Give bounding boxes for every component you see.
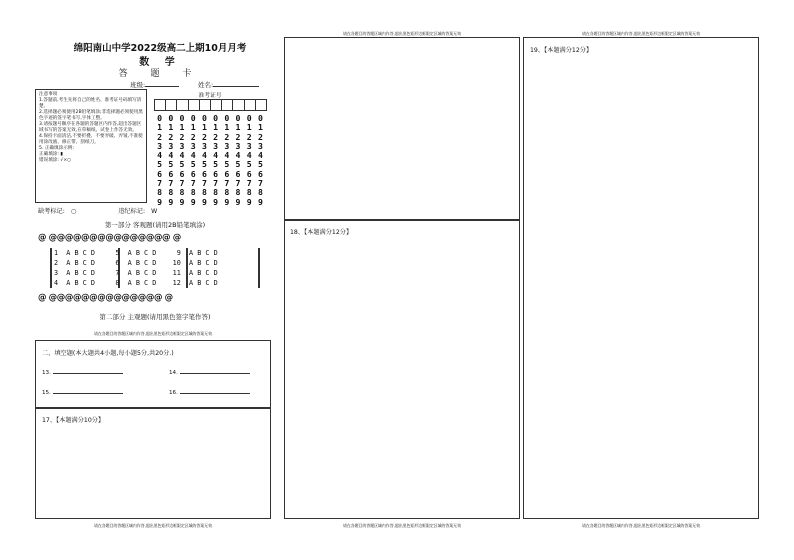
fill-in-panel[interactable] [35, 340, 271, 408]
notice-box [35, 89, 147, 203]
digit-bubble[interactable]: 3 [190, 140, 196, 151]
digit-bubble[interactable]: 3 [246, 140, 252, 151]
digit-bubble[interactable]: 2 [190, 131, 196, 142]
digit-bubble[interactable]: 8 [257, 187, 263, 198]
digit-bubble[interactable]: 6 [157, 168, 163, 179]
exam-title: 绵阳南山中学2022级高二上期10月月考 [73, 43, 247, 54]
correct-label: 正确填涂: [39, 152, 59, 157]
digit-bubble[interactable]: 7 [224, 178, 230, 189]
digit-bubble[interactable]: 7 [168, 178, 174, 189]
absent-mark[interactable]: ○ [70, 208, 77, 215]
choice-row[interactable]: 1 A B C D 5 A B C D 9 A B C D [54, 249, 218, 257]
anchor-row-top: @ @@@@@@@@@@@@@@@ @ [38, 233, 181, 243]
digit-bubble[interactable]: 4 [235, 150, 241, 161]
marks-row [38, 206, 163, 215]
digit-bubble[interactable]: 6 [201, 168, 207, 179]
digit-bubble[interactable]: 6 [168, 168, 174, 179]
digit-bubble[interactable]: 2 [179, 131, 185, 142]
digit-bubble[interactable]: 3 [168, 140, 174, 151]
region-warning: 请在各题目的答题区域内作答,超出黑色矩形边框限定区域的答案无效 [94, 523, 212, 528]
digit-bubble[interactable]: 7 [157, 178, 163, 189]
id-box[interactable] [255, 99, 267, 111]
digit-bubble[interactable]: 6 [190, 168, 196, 179]
wrong-label: 错误填涂: [39, 158, 59, 163]
digit-bubble[interactable]: 9 [201, 196, 207, 207]
violation-label: 违纪标记: [118, 208, 146, 215]
part2-title: 第二部分 主观题(请用黑色签字笔作答) [99, 313, 211, 321]
exam-id-digit-grid[interactable] [154, 114, 266, 207]
digit-bubble[interactable]: 7 [257, 178, 263, 189]
region-warning: 请在各题目的答题区域内作答,超出黑色矩形边框限定区域的答案无效 [582, 31, 700, 36]
q19-title: 19、【本题满分12分】 [530, 47, 593, 54]
digit-bubble[interactable]: 3 [257, 140, 263, 151]
class-label: 班级: [130, 81, 146, 89]
digit-bubble[interactable]: 6 [257, 168, 263, 179]
digit-bubble[interactable]: 5 [224, 159, 230, 170]
exam-id-label: 准考证号 [198, 93, 222, 99]
digit-bubble[interactable]: 0 [257, 113, 263, 123]
digit-bubble[interactable]: 3 [213, 140, 219, 151]
digit-bubble[interactable]: 3 [235, 140, 241, 151]
region-warning: 请在各题目的答题区域内作答,超出黑色矩形边框限定区域的答案无效 [343, 31, 461, 36]
fill-in-title: 二、填空题(本大题共4小题,每小题5分,共20分.) [42, 350, 174, 357]
digit-bubble[interactable]: 5 [168, 159, 174, 170]
q16-label: 16. [169, 390, 178, 396]
digit-bubble[interactable]: 3 [224, 140, 230, 151]
digit-bubble[interactable]: 8 [179, 187, 185, 198]
q15-label: 15. [42, 390, 51, 396]
answer-13[interactable] [42, 368, 123, 376]
answer-15[interactable] [42, 388, 123, 396]
digit-bubble[interactable]: 0 [201, 113, 207, 123]
digit-bubble[interactable]: 9 [235, 196, 241, 207]
choice-row[interactable]: 4 A B C D 8 A B C D 12 A B C D [54, 279, 218, 287]
digit-bubble[interactable]: 2 [157, 131, 163, 142]
digit-bubble[interactable]: 8 [157, 187, 163, 198]
digit-bubble[interactable]: 5 [235, 159, 241, 170]
digit-bubble[interactable]: 4 [190, 150, 196, 161]
digit-bubble[interactable]: 8 [190, 187, 196, 198]
class-field[interactable] [130, 80, 179, 89]
digit-bubble[interactable]: 9 [246, 196, 252, 207]
digit-bubble[interactable]: 3 [157, 140, 163, 151]
digit-bubble[interactable]: 1 [224, 122, 230, 133]
digit-bubble[interactable]: 9 [213, 196, 219, 207]
digit-bubble[interactable]: 1 [201, 122, 207, 133]
exam-id-boxes[interactable] [154, 99, 266, 111]
digit-bubble[interactable]: 6 [213, 168, 219, 179]
digit-bubble[interactable]: 0 [168, 113, 174, 123]
digit-bubble[interactable]: 6 [224, 168, 230, 179]
region-warning: 请在各题目的答题区域内作答,超出黑色矩形边框限定区域的答案无效 [582, 523, 700, 528]
digit-bubble[interactable]: 8 [213, 187, 219, 198]
digit-bubble[interactable]: 4 [224, 150, 230, 161]
digit-bubble[interactable]: 2 [201, 131, 207, 142]
digit-bubble[interactable]: 7 [190, 178, 196, 189]
digit-bubble[interactable]: 5 [157, 159, 163, 170]
q18-title: 18、【本题满分12分】 [290, 229, 353, 236]
digit-bubble[interactable]: 5 [201, 159, 207, 170]
q14-label: 14. [169, 370, 178, 376]
digit-bubble[interactable]: 5 [213, 159, 219, 170]
absent-label: 缺考标记: [38, 208, 65, 215]
digit-bubble[interactable]: 8 [201, 187, 207, 198]
digit-bubble[interactable]: 1 [213, 122, 219, 133]
digit-bubble[interactable]: 7 [179, 178, 185, 189]
digit-bubble[interactable]: 9 [190, 196, 196, 207]
wrong-example [39, 158, 143, 164]
digit-bubble[interactable]: 2 [257, 131, 263, 142]
wrong-symbol: √×○ [60, 158, 72, 163]
digit-bubble[interactable]: 0 [213, 113, 219, 123]
digit-bubble[interactable]: 4 [213, 150, 219, 161]
notice-line: 2.选择题必须使用2B铅笔填涂;非选择题必须使用黑色字迹的签字笔书写,字体工整。 [39, 110, 143, 121]
digit-bubble[interactable]: 5 [246, 159, 252, 170]
digit-bubble[interactable]: 1 [257, 122, 263, 133]
anchor-row-bottom: @ @@@@@@@@@@@@@@ @ [38, 293, 173, 303]
part1-title: 第一部分 客观题(请用2B铅笔填涂) [104, 221, 206, 229]
digit-bubble[interactable]: 7 [201, 178, 207, 189]
digit-bubble[interactable]: 0 [246, 113, 252, 123]
digit-bubble[interactable]: 4 [246, 150, 252, 161]
digit-bubble[interactable]: 4 [257, 150, 263, 161]
name-label: 姓名: [198, 81, 214, 89]
region-warning: 请在各题目的答题区域内作答,超出黑色矩形边框限定区域的答案无效 [343, 523, 461, 528]
digit-bubble[interactable]: 3 [201, 140, 207, 151]
digit-bubble[interactable]: 4 [201, 150, 207, 161]
digit-bubble[interactable]: 5 [257, 159, 263, 170]
digit-bubble[interactable]: 8 [235, 187, 241, 198]
q17-panel[interactable] [35, 408, 271, 519]
digit-bubble[interactable]: 2 [235, 131, 241, 142]
digit-bubble[interactable]: 9 [179, 196, 185, 207]
digit-bubble[interactable]: 2 [246, 131, 252, 142]
digit-bubble[interactable]: 1 [190, 122, 196, 133]
notice-line: 3.请按题号顺序在各题的答题区内作答,超出答题区域书写的答案无效,在草稿纸、试卷上作答无效。 [39, 122, 142, 133]
notice-title: 注意事项 [39, 92, 58, 97]
column-bar [50, 248, 52, 288]
digit-bubble[interactable]: 3 [179, 140, 185, 151]
digit-bubble[interactable]: 4 [168, 150, 174, 161]
choice-row[interactable]: 3 A B C D 7 A B C D 11 A B C D [54, 269, 218, 277]
notice-line: 4.保持卡面清洁,不要折叠、不要弄破、弄皱,不准使用涂改液、修正带、刮纸刀。 [39, 134, 143, 145]
digit-bubble[interactable]: 9 [168, 196, 174, 207]
region-warning: 请在各题目的答题区域内作答,超出黑色矩形边框限定区域的答案无效 [94, 331, 212, 336]
digit-bubble[interactable]: 1 [157, 122, 163, 133]
digit-bubble[interactable]: 2 [168, 131, 174, 142]
digit-bubble[interactable]: 1 [235, 122, 241, 133]
subject-title: 数 学 [139, 57, 181, 68]
answer-14[interactable] [169, 368, 250, 376]
digit-bubble[interactable]: 1 [246, 122, 252, 133]
digit-bubble[interactable]: 0 [157, 113, 163, 123]
digit-row [154, 198, 266, 207]
digit-bubble[interactable]: 4 [179, 150, 185, 161]
column-bar [258, 248, 260, 288]
digit-bubble[interactable]: 7 [246, 178, 252, 189]
q17-title: 17、【本题满分10分】 [42, 417, 105, 424]
digit-bubble[interactable]: 0 [190, 113, 196, 123]
digit-bubble[interactable]: 5 [179, 159, 185, 170]
name-field[interactable] [198, 80, 259, 89]
violation-mark[interactable]: W [151, 208, 158, 215]
digit-bubble[interactable]: 2 [224, 131, 230, 142]
digit-bubble[interactable]: 9 [257, 196, 263, 207]
digit-bubble[interactable]: 5 [190, 159, 196, 170]
notice-line: 1.答题前,考生先将自己的姓名、准考证号码填写清楚。 [39, 98, 142, 109]
digit-bubble[interactable]: 0 [179, 113, 185, 123]
q13-label: 13. [42, 370, 51, 376]
digit-bubble[interactable]: 1 [168, 122, 174, 133]
answer-card-title: 答 题 卡 [118, 69, 202, 79]
digit-bubble[interactable]: 8 [246, 187, 252, 198]
digit-bubble[interactable]: 8 [224, 187, 230, 198]
continuation-panel[interactable] [284, 37, 520, 220]
notice-line: 5. 正确填涂示例: [39, 146, 74, 151]
digit-bubble[interactable]: 8 [168, 187, 174, 198]
digit-bubble[interactable]: 4 [157, 150, 163, 161]
digit-bubble[interactable]: 9 [157, 196, 163, 207]
multiple-choice-grid[interactable] [50, 248, 260, 288]
digit-bubble[interactable]: 2 [213, 131, 219, 142]
digit-bubble[interactable]: 9 [224, 196, 230, 207]
q19-panel[interactable] [523, 37, 759, 519]
digit-bubble[interactable]: 1 [179, 122, 185, 133]
digit-bubble[interactable]: 0 [224, 113, 230, 123]
digit-bubble[interactable]: 6 [179, 168, 185, 179]
choice-row[interactable]: 2 A B C D 6 A B C D 10 A B C D [54, 259, 218, 267]
digit-bubble[interactable]: 0 [235, 113, 241, 123]
correct-symbol: ▮ [60, 152, 63, 157]
digit-bubble[interactable]: 6 [235, 168, 241, 179]
digit-bubble[interactable]: 7 [213, 178, 219, 189]
answer-16[interactable] [169, 388, 250, 396]
digit-bubble[interactable]: 6 [246, 168, 252, 179]
digit-bubble[interactable]: 7 [235, 178, 241, 189]
q18-panel[interactable] [284, 220, 520, 519]
